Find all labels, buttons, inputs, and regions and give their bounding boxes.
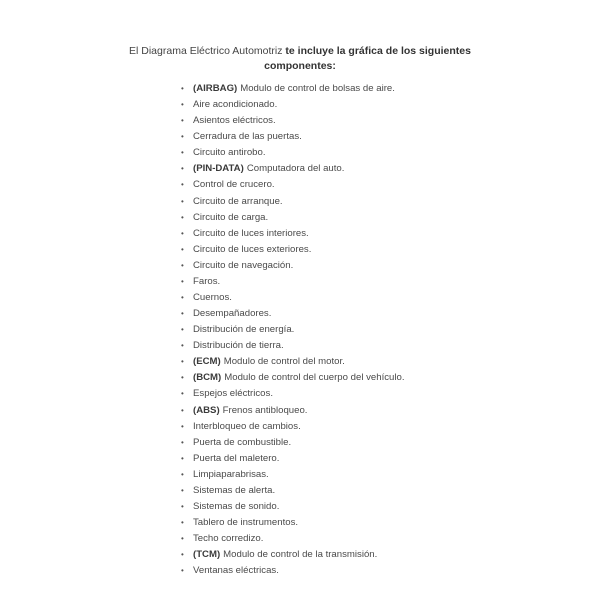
list-item [180,194,405,210]
bullet-icon: • [181,116,184,126]
bullet-icon: • [181,341,184,351]
bullet-icon: • [181,518,184,528]
list-item [180,290,405,306]
list-item [180,274,405,290]
component-label: Circuito de arranque. [193,195,283,207]
bullet-icon: • [181,180,184,190]
component-code: (ECM) [193,356,221,368]
bullet-icon: • [181,502,184,512]
component-label: Modulo de control de bolsas de aire. [240,83,395,94]
bullet-icon: • [181,293,184,303]
component-label: Sistemas de alerta. [193,484,276,496]
bullet-icon: • [181,100,184,110]
list-item [180,370,405,386]
list-item [180,419,405,435]
component-label: Frenos antibloqueo. [222,404,308,416]
intro-line-1 [0,44,600,59]
bullet-icon: • [181,453,184,463]
component-code: (AIRBAG) [193,83,238,94]
component-label: Puerta de combustible. [193,436,292,448]
list-item [180,242,405,258]
bullet-icon: • [181,485,184,495]
component-label: Faros. [193,275,221,287]
bullet-icon: • [181,164,184,174]
component-label: Tablero de instrumentos. [193,517,299,529]
bullet-icon: • [181,373,184,383]
list-item [180,145,405,161]
list-item [180,81,405,97]
intro-paragraph [0,44,600,74]
component-code: (TCM) [193,549,221,561]
component-label: Modulo de control del cuerpo del vehículo. [224,372,405,384]
component-label: Cerradura de las puertas. [193,131,302,143]
component-label: Control de crucero. [193,179,275,191]
list-item [180,515,405,531]
component-code: (BCM) [193,372,222,384]
bullet-icon: • [181,325,184,335]
bullet-icon: • [181,309,184,319]
intro-line-2: componentes: [264,60,336,72]
component-label: Interbloqueo de cambios. [193,420,301,432]
bullet-icon: • [181,244,184,254]
bullet-icon: • [181,389,184,399]
component-label: Modulo de control de la transmisión. [223,549,378,561]
bullet-icon: • [181,132,184,142]
component-label: Circuito de carga. [193,211,269,223]
component-label: Distribución de tierra. [193,340,284,352]
list-item [180,306,405,322]
component-label: Modulo de control del motor. [223,356,345,368]
component-label: Techo corredizo. [193,533,264,545]
list-item [180,483,405,499]
bullet-icon: • [181,566,184,576]
list-item [180,435,405,451]
component-label: Circuito antirobo. [193,147,266,159]
component-code: (ABS) [193,404,220,416]
list-item [180,547,405,563]
list-item [180,451,405,467]
list-item [180,226,405,242]
component-label: Aire acondicionado. [193,99,278,111]
intro-text: El Diagrama Eléctrico Automotriz [129,45,286,57]
bullet-icon: • [181,228,184,238]
intro-bold-text: te incluye la gráfica de los siguientes [285,45,471,57]
list-item [180,113,405,129]
component-code: (PIN-DATA) [193,163,244,175]
list-item [180,403,405,419]
list-item [180,177,405,193]
bullet-icon: • [181,534,184,544]
bullet-icon: • [181,196,184,206]
component-label: Puerta del maletero. [193,452,280,464]
component-label: Ventanas eléctricas. [193,565,279,577]
list-item [180,499,405,515]
component-label: Circuito de luces exteriores. [193,243,312,255]
list-item [180,386,405,402]
component-label: Computadora del auto. [246,163,345,175]
list-item [180,161,405,177]
component-label: Asientos eléctricos. [193,115,276,127]
bullet-icon: • [181,260,184,270]
bullet-icon: • [181,469,184,479]
component-label: Distribución de energía. [193,324,295,336]
bullet-icon: • [181,212,184,222]
component-label: Desempañadores. [193,308,272,320]
component-label: Limpiaparabrisas. [193,468,269,480]
component-label: Sistemas de sonido. [193,501,280,513]
list-item [180,258,405,274]
list-item [180,129,405,145]
list-item [180,210,405,226]
bullet-icon: • [181,276,184,286]
component-label: Espejos eléctricos. [193,388,273,400]
list-item [180,354,405,370]
list-item [180,563,405,579]
component-label: Circuito de luces interiores. [193,227,309,239]
list-item [180,531,405,547]
list-item [180,338,405,354]
component-label: Cuernos. [193,292,232,304]
list-item [180,467,405,483]
bullet-icon: • [181,405,184,415]
list-item [180,97,405,113]
components-list [180,81,405,579]
bullet-icon: • [181,421,184,431]
component-label: Circuito de navegación. [193,259,294,271]
bullet-icon: • [181,148,184,158]
bullet-icon: • [181,550,184,560]
bullet-icon: • [181,357,184,367]
bullet-icon: • [181,437,184,447]
bullet-icon: • [181,84,184,93]
list-item [180,322,405,338]
